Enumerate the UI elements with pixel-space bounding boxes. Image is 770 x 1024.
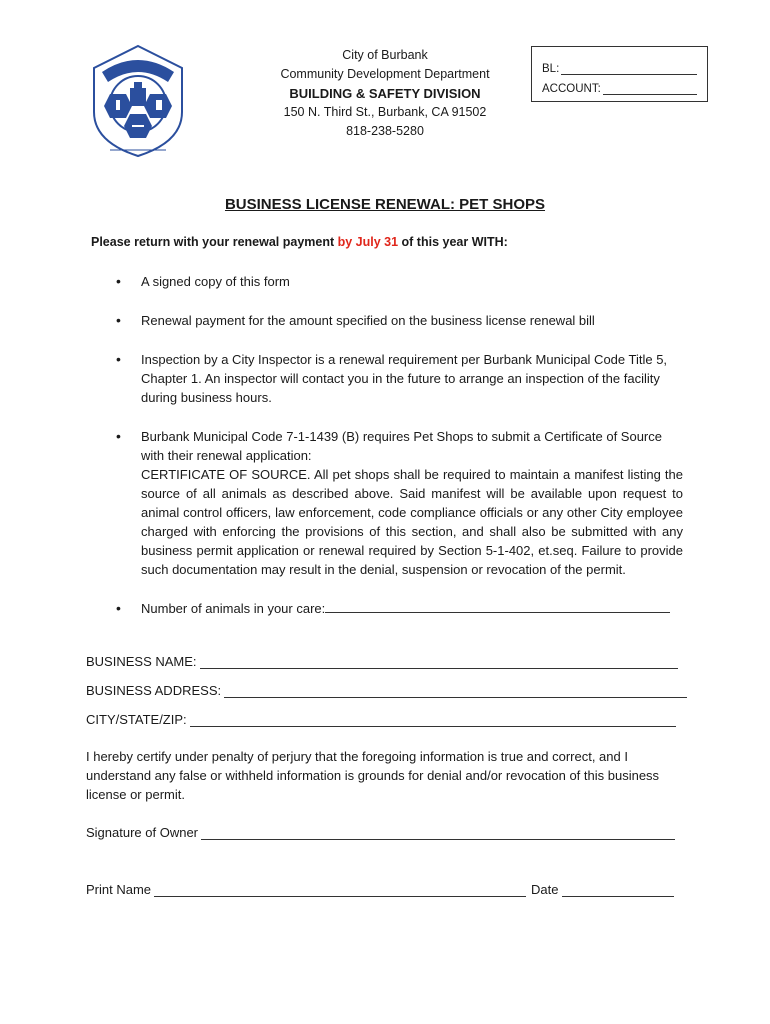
date-field[interactable] <box>562 882 674 897</box>
business-name-row <box>86 654 678 669</box>
print-name-field[interactable] <box>154 882 526 897</box>
requirement-text: Burbank Municipal Code 7-1-1439 (B) requires Pet Shops to submit a Certificate of Source with their renewal application: <box>141 429 662 463</box>
bullet-icon: • <box>116 312 121 328</box>
business-name-field[interactable] <box>200 654 678 669</box>
bullet-icon: • <box>116 428 121 444</box>
owner-signature-field[interactable] <box>201 825 675 840</box>
animals-count-field[interactable] <box>325 600 670 613</box>
city-name: City of Burbank <box>342 48 428 62</box>
intro-text <box>91 235 508 249</box>
city-state-zip-row <box>86 712 676 727</box>
list-item <box>108 350 683 407</box>
city-seal <box>88 42 188 162</box>
print-name-label: Print Name <box>86 882 152 897</box>
list-item <box>108 427 683 579</box>
certificate-of-source-text: CERTIFICATE OF SOURCE. All pet shops shall be required to maintain a manifest listing the source of all animals as described above. Said manifest will be available upon request to animal control officers, law enforcement, code compliance officials or any other City employee charged with enforcing the provisions of this section, and shall also be submitted with any business permit application or renewal required by Section 5-1-402, et.seq. Failure to provide such documentation may result in the denial, suspension or revocation of the permit. <box>141 467 683 577</box>
business-address-field[interactable] <box>224 683 687 698</box>
account-box <box>531 46 708 102</box>
date-label: Date <box>531 882 559 897</box>
list-item <box>108 311 683 330</box>
city-state-zip-field[interactable] <box>190 712 676 727</box>
signature-row <box>86 825 675 840</box>
division-name: BUILDING & SAFETY DIVISION <box>289 86 481 101</box>
requirement-text: A signed copy of this form <box>141 274 290 289</box>
account-label: ACCOUNT: <box>542 83 601 95</box>
business-name-label: BUSINESS NAME: <box>86 654 197 669</box>
bl-field[interactable] <box>561 62 697 75</box>
owner-signature-label: Signature of Owner <box>86 825 199 840</box>
form-title: BUSINESS LICENSE RENEWAL: PET SHOPS <box>224 196 546 213</box>
bl-label: BL: <box>542 63 560 75</box>
account-field[interactable] <box>603 82 697 95</box>
business-address-label: BUSINESS ADDRESS: <box>86 683 222 698</box>
city-state-zip-label: CITY/STATE/ZIP: <box>86 712 187 727</box>
bullet-icon: • <box>116 351 121 367</box>
agency-phone: 818-238-5280 <box>346 124 424 138</box>
bullet-icon: • <box>116 600 121 616</box>
requirement-text: Inspection by a City Inspector is a renewal requirement per Burbank Municipal Code Title 5, Chapter 1. An inspector will contact you in the future to arrange an inspection of the facility during business hours. <box>141 352 668 405</box>
agency-address: 150 N. Third St., Burbank, CA 91502 <box>283 105 487 119</box>
deadline-text: by July 31 <box>337 235 399 249</box>
list-item <box>108 272 683 291</box>
requirement-text: Renewal payment for the amount specified on the business license renewal bill <box>141 313 595 328</box>
certification-statement: I hereby certify under penalty of perjury that the foregoing information is true and correct, and I understand any false or withheld information is grounds for denial and/or revocation of this business license or permit. <box>86 749 660 802</box>
requirements-list <box>108 272 683 638</box>
animals-label: Number of animals in your care: <box>141 601 326 616</box>
department-name: Community Development Department <box>280 67 490 81</box>
print-name-row <box>86 882 674 897</box>
business-address-row <box>86 683 687 698</box>
agency-header <box>260 46 510 141</box>
bullet-icon: • <box>116 273 121 289</box>
intro-pre: Please return with your renewal payment <box>91 235 338 249</box>
list-item <box>108 599 683 618</box>
intro-post: of this year WITH: <box>398 235 508 249</box>
